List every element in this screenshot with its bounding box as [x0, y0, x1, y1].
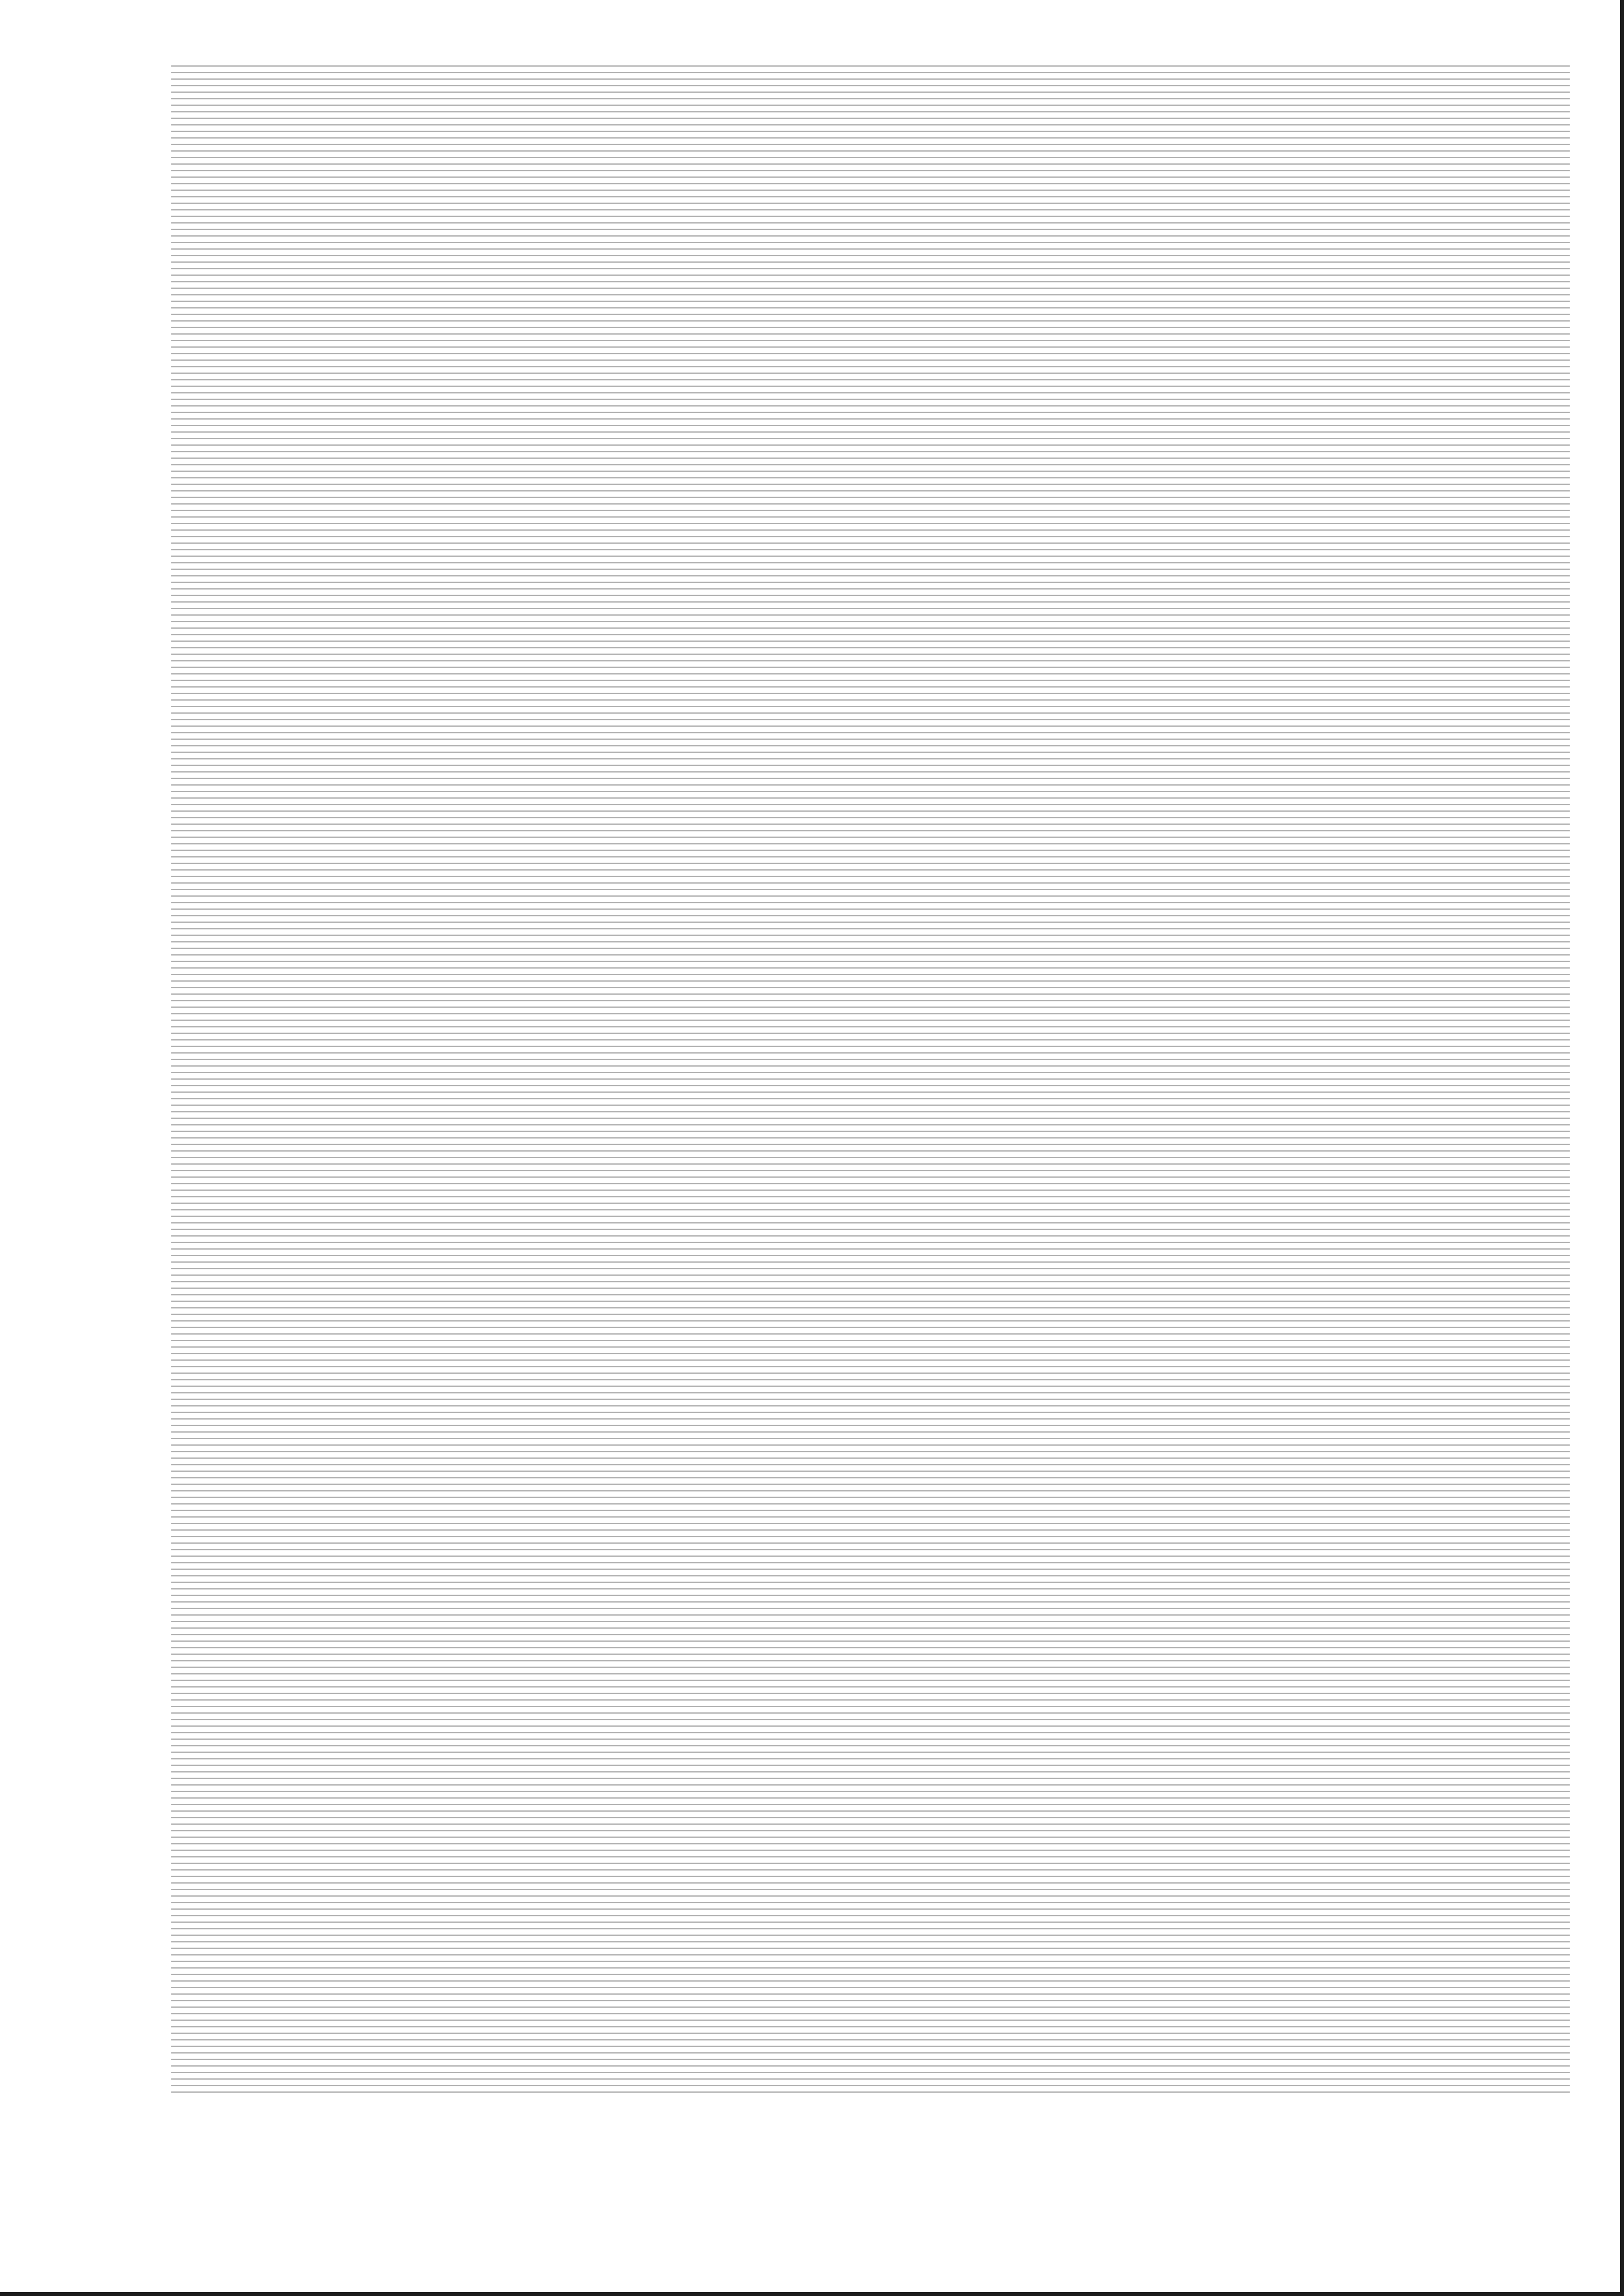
bottom-page-edge	[0, 2292, 1624, 2296]
ruled-lines-background	[171, 65, 1570, 2097]
document-body	[235, 150, 1529, 175]
right-page-edge	[1620, 0, 1624, 2296]
